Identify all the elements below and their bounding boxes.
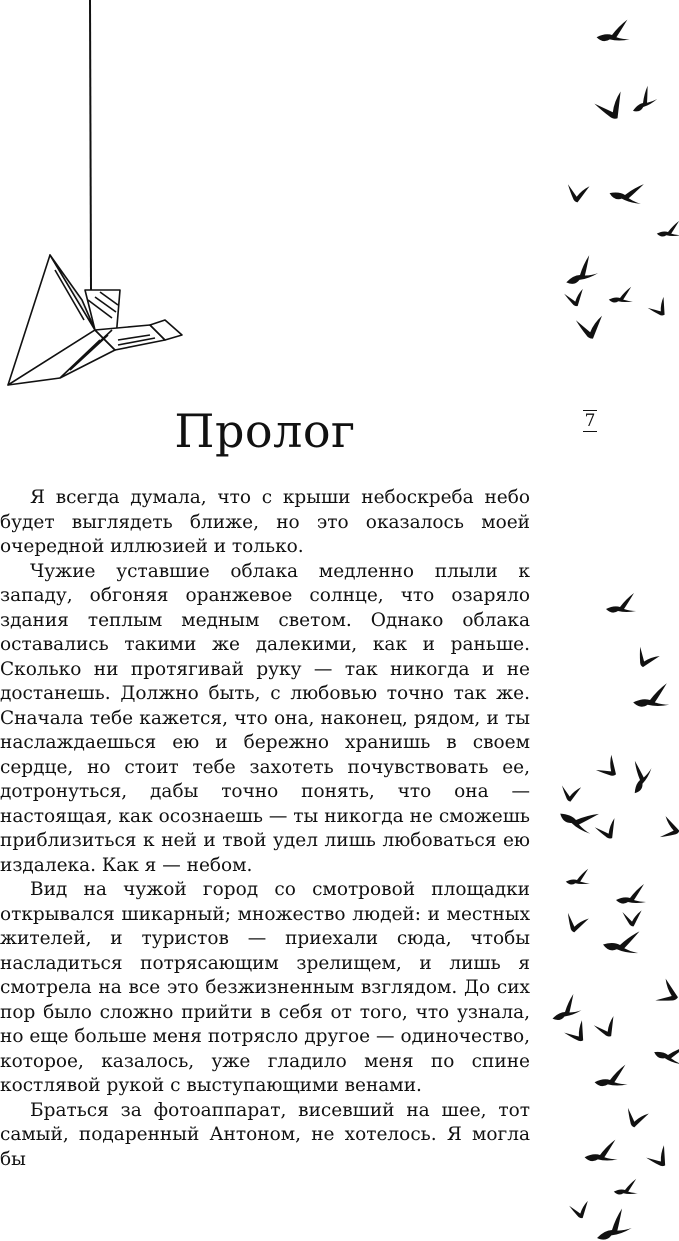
chapter-title: Пролог bbox=[174, 404, 356, 458]
paragraph: Чужие уставшие облака медленно плыли к западу, обгоняя оранжевое солнце, что озаряло здания теплым медным светом. Однако облака оставались такими же далекими, как и раньше. Сколько ни протягивай руку — так никогда и не достанешь. Должно быть, с любовью точно так же. Сначала тебе кажется, что она, наконец, рядом, и ты наслаждаешься ею и бережно хранишь в своем сердце, но стоит тебе захотеть почувствовать ее, дотронуться, дабы точно понять, что она — настоящая, как осознаешь — ты никогда не сможешь приблизиться к ней и твой удел лишь любоваться ею издалека. Как я — небом. bbox=[0, 560, 530, 876]
page-number: 7 bbox=[584, 411, 596, 431]
origami-crane-icon bbox=[0, 0, 200, 400]
paragraph: Вид на чужой город со смотровой площадки открывался шикарный; множество людей: и местных жителей, и туристов — приехали сюда, чтобы насладиться потрясающим зрелищем, и лишь я смотрела на все это безжизненным взглядом. До сих пор было сложно прийти в себя от того, что узнала, но еще больше меня потрясло другое — одиночество, которое, казалось, уже гладило меня по спине костлявой рукой с выступающими венами. bbox=[0, 879, 530, 1096]
paragraph: Я всегда думала, что с крыши небоскреба небо будет выглядеть ближе, но это оказалось моей очередной иллюзией и только. bbox=[0, 487, 530, 557]
paragraph: Браться за фотоаппарат, висевший на шее, тот самый, подаренный Антоном, не хотелось. Я могла бы bbox=[0, 1099, 530, 1170]
body-text bbox=[0, 486, 530, 1172]
